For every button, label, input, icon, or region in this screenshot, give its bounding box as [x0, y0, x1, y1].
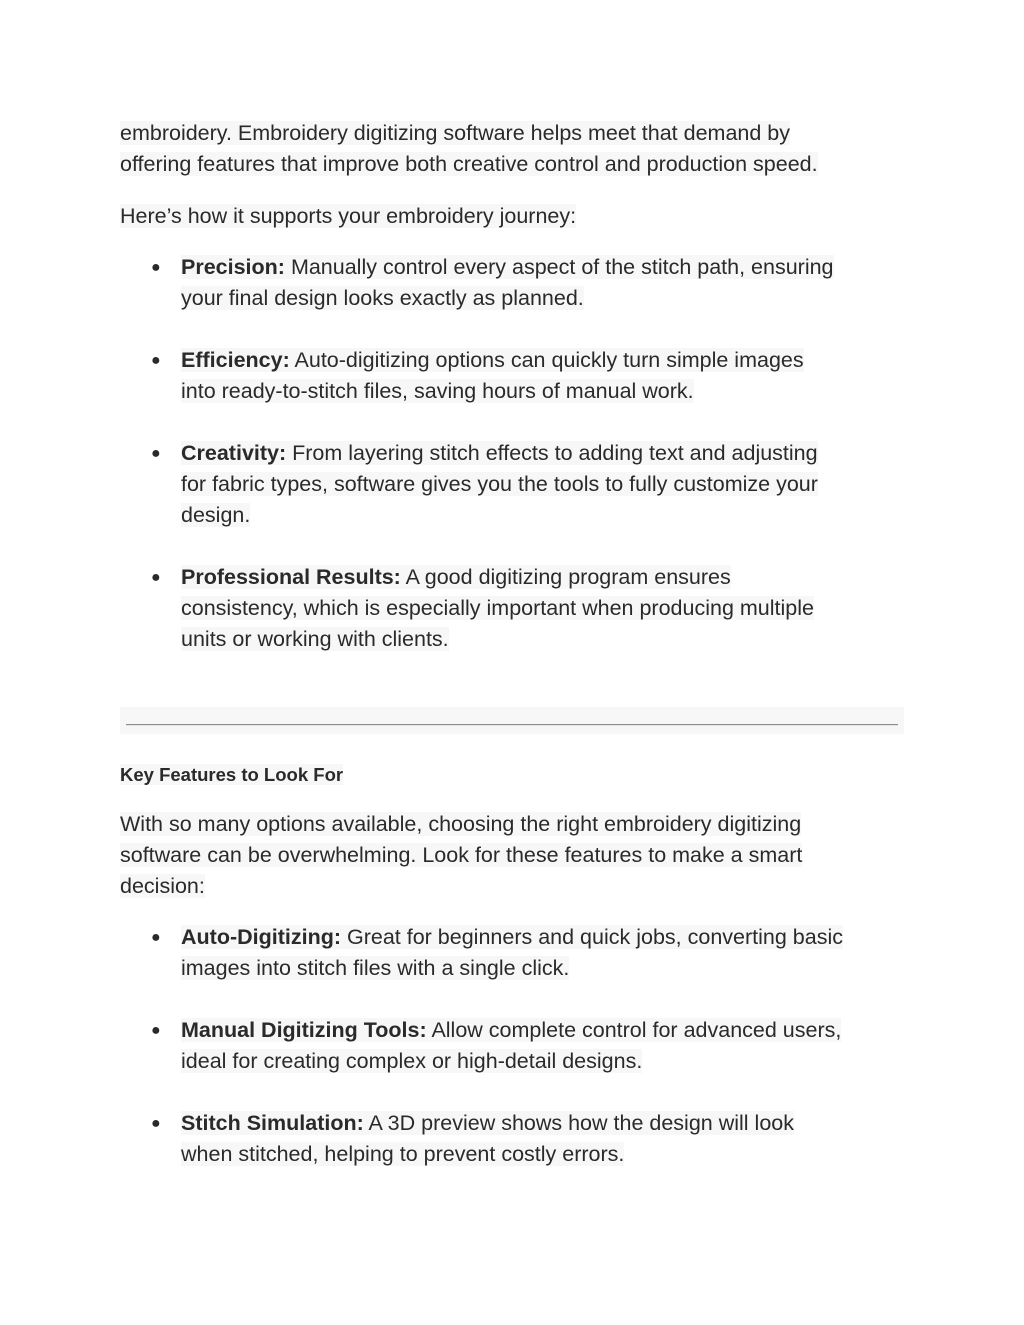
feature-text: ideal for creating complex or high-detail designs. — [181, 1049, 643, 1073]
benefit-term: Precision: — [181, 255, 285, 279]
feature-text: Allow complete control for advanced users, — [431, 1018, 842, 1042]
features-intro-paragraph — [120, 809, 910, 902]
support-intro-text: Here’s how it supports your embroidery journey: — [120, 204, 577, 228]
features-intro-line-3: decision: — [120, 874, 205, 898]
section-heading — [120, 762, 343, 788]
bullet-icon: ● — [151, 1022, 161, 1039]
divider-line — [126, 724, 898, 726]
bullet-icon: ● — [151, 1115, 161, 1132]
bullet-icon: ● — [151, 929, 161, 946]
feature-text: Great for beginners and quick jobs, converting basic — [347, 925, 843, 949]
benefits-list — [120, 252, 910, 655]
benefit-text: From layering stitch effects to adding text and adjusting — [292, 441, 818, 465]
benefit-text: for fabric types, software gives you the tools to fully customize your — [181, 472, 818, 496]
features-list — [120, 922, 910, 1170]
benefit-term: Efficiency: — [181, 348, 290, 372]
benefit-text: into ready-to-stitch files, saving hours of manual work. — [181, 379, 694, 403]
features-intro-line-1: With so many options available, choosing the right embroidery digitizing — [120, 812, 802, 836]
bullet-icon: ● — [151, 352, 161, 369]
list-item — [120, 252, 910, 314]
intro-paragraph — [120, 118, 910, 180]
bullet-icon: ● — [151, 445, 161, 462]
list-item — [120, 922, 910, 984]
benefit-text: Manually control every aspect of the stitch path, ensuring — [290, 255, 834, 279]
bullet-icon: ● — [151, 569, 161, 586]
list-item — [120, 562, 910, 655]
benefit-term: Professional Results: — [181, 565, 401, 589]
intro-line-1: embroidery. Embroidery digitizing software helps meet that demand by — [120, 121, 791, 145]
list-item — [120, 438, 910, 531]
list-item — [120, 1015, 910, 1077]
benefit-text: A good digitizing program ensures — [405, 565, 731, 589]
benefit-text: your final design looks exactly as planned. — [181, 286, 584, 310]
bullet-icon: ● — [151, 259, 161, 276]
feature-term: Auto-Digitizing: — [181, 925, 342, 949]
benefit-text: consistency, which is especially important when producing multiple — [181, 596, 814, 620]
list-item — [120, 1108, 910, 1170]
feature-term: Stitch Simulation: — [181, 1111, 364, 1135]
benefit-term: Creativity: — [181, 441, 287, 465]
features-intro-line-2: software can be overwhelming. Look for these features to make a smart — [120, 843, 803, 867]
feature-text: A 3D preview shows how the design will look — [368, 1111, 794, 1135]
benefit-text: units or working with clients. — [181, 627, 449, 651]
feature-text: images into stitch files with a single click. — [181, 956, 570, 980]
section-heading-text: Key Features to Look For — [120, 764, 344, 785]
benefit-text: design. — [181, 503, 251, 527]
list-item — [120, 345, 910, 407]
horizontal-divider — [120, 707, 904, 734]
support-intro-paragraph — [120, 201, 910, 232]
feature-text: when stitched, helping to prevent costly errors. — [181, 1142, 625, 1166]
benefit-text: Auto-digitizing options can quickly turn simple images — [294, 348, 804, 372]
feature-term: Manual Digitizing Tools: — [181, 1018, 427, 1042]
intro-line-2: offering features that improve both creative control and production speed. — [120, 152, 818, 176]
